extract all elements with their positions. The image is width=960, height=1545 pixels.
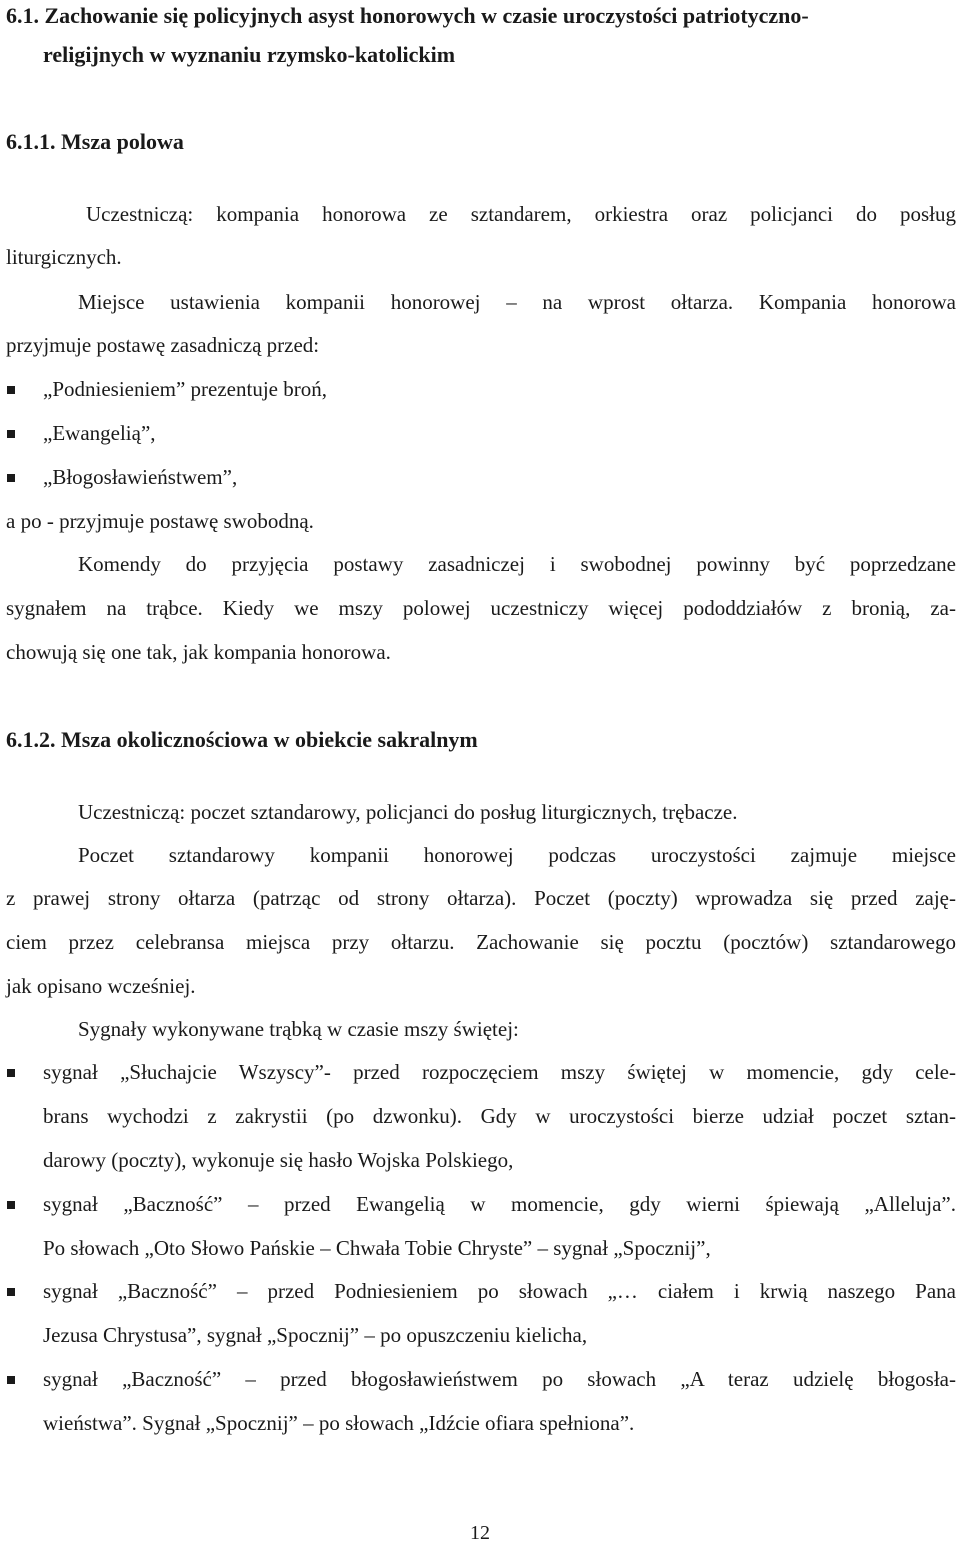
- list-item-line: Jezusa Chrystusa”, sygnał „Spocznij” – po opuszczeniu kielicha,: [43, 1323, 588, 1347]
- paragraph-line: z prawej strony ołtarza (patrząc od strony ołtarza). Poczet (poczty) wprowadza się przed zaję-: [6, 886, 956, 910]
- list-item: „Ewangelią”,: [43, 421, 156, 445]
- paragraph-line: ciem przez celebransa miejsca przy ołtarzu. Zachowanie się pocztu (pocztów) sztandarowego: [6, 930, 956, 954]
- list-item-line: sygnał „Baczność” – przed błogosławieństwem po słowach „A teraz udzielę błogosła-: [43, 1367, 956, 1391]
- list-item-line: sygnał „Baczność” – przed Podniesieniem po słowach „… ciałem i krwią naszego Pana: [43, 1279, 956, 1303]
- list-item-line: darowy (poczty), wykonuje się hasło Wojska Polskiego,: [43, 1148, 514, 1172]
- bullet-square-icon: [7, 430, 15, 438]
- paragraph-line: Uczestniczą: kompania honorowa ze sztandarem, orkiestra oraz policjanci do posług: [86, 202, 956, 226]
- paragraph-line: sygnałem na trąbce. Kiedy we mszy polowej uczestniczy więcej pododdziałów z bronią, za-: [6, 596, 956, 620]
- list-item-line: wieństwa”. Sygnał „Spocznij” – po słowach „Idźcie ofiara spełniona”.: [43, 1411, 635, 1435]
- bullet-square-icon: [7, 386, 15, 394]
- section-title-612: 6.1.2. Msza okolicznościowa w obiekcie sakralnym: [6, 727, 478, 752]
- bullet-square-icon: [7, 1376, 15, 1384]
- bullet-square-icon: [7, 474, 15, 482]
- paragraph-line: Miejsce ustawienia kompanii honorowej – na wprost ołtarza. Kompania honorowa: [78, 290, 956, 314]
- section-title-611: 6.1.1. Msza polowa: [6, 129, 184, 154]
- bullet-square-icon: [7, 1201, 15, 1209]
- paragraph-line: a po - przyjmuje postawę swobodną.: [6, 509, 314, 533]
- paragraph-line: Uczestniczą: poczet sztandarowy, policjanci do posług liturgicznych, trębacze.: [78, 800, 738, 824]
- bullet-square-icon: [7, 1069, 15, 1077]
- paragraph-line: jak opisano wcześniej.: [6, 974, 196, 998]
- paragraph-line: Poczet sztandarowy kompanii honorowej podczas uroczystości zajmuje miejsce: [78, 843, 956, 867]
- list-item-line: Po słowach „Oto Słowo Pańskie – Chwała Tobie Chryste” – sygnał „Spocznij”,: [43, 1236, 711, 1260]
- list-item-line: sygnał „Słuchajcie Wszyscy”- przed rozpoczęciem mszy świętej w momencie, gdy cele-: [43, 1060, 956, 1084]
- chapter-heading-line-1: 6.1. Zachowanie się policyjnych asyst honorowych w czasie uroczystości patriotyczno-: [6, 3, 809, 28]
- paragraph-line: przyjmuje postawę zasadniczą przed:: [6, 333, 320, 357]
- paragraph-line: Sygnały wykonywane trąbką w czasie mszy świętej:: [78, 1017, 519, 1041]
- list-item: „Podniesieniem” prezentuje broń,: [43, 377, 327, 401]
- chapter-heading-line-2: religijnych w wyznaniu rzymsko-katolickim: [43, 42, 456, 67]
- paragraph-line: chowują się one tak, jak kompania honorowa.: [6, 640, 391, 664]
- list-item: „Błogosławieństwem”,: [43, 465, 238, 489]
- paragraph-line: Komendy do przyjęcia postawy zasadniczej i swobodnej powinny być poprzedzane: [78, 552, 956, 576]
- list-item-line: brans wychodzi z zakrystii (po dzwonku). Gdy w uroczystości bierze udział poczet sztan-: [43, 1104, 956, 1128]
- bullet-square-icon: [7, 1288, 15, 1296]
- list-item-line: sygnał „Baczność” – przed Ewangelią w momencie, gdy wierni śpiewają „Alleluja”.: [43, 1192, 956, 1216]
- paragraph-line: liturgicznych.: [6, 245, 122, 269]
- page-number: 12: [470, 1522, 490, 1544]
